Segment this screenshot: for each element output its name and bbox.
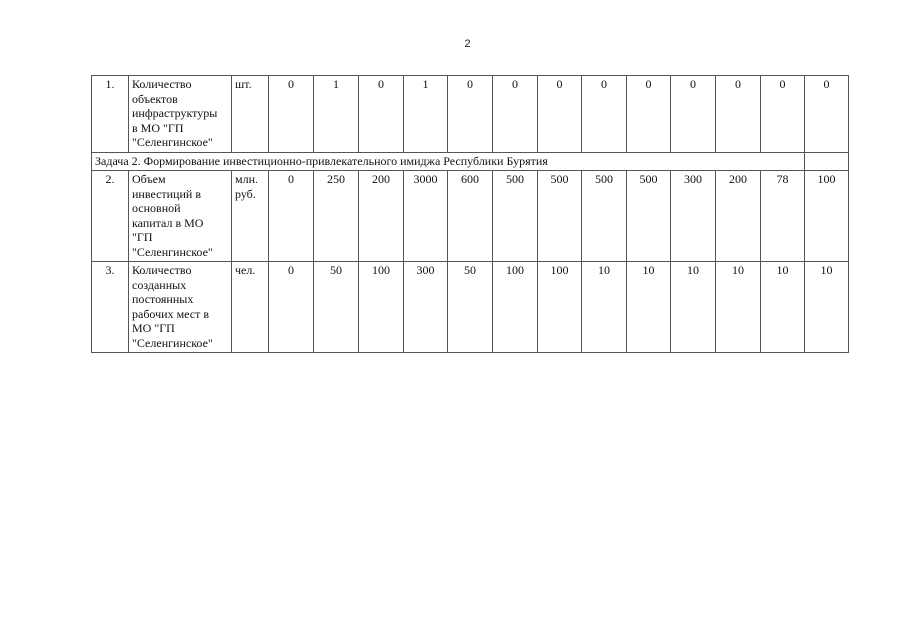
value-cell: 50 xyxy=(314,262,359,353)
indicator-name-line: созданных xyxy=(132,277,187,292)
unit-line: млн. xyxy=(235,172,259,186)
value-cell: 10 xyxy=(716,262,761,353)
indicators-table xyxy=(91,75,849,353)
value-cell: 0 xyxy=(269,171,314,262)
indicator-name-line: "Селенгинское" xyxy=(132,135,213,149)
value-cell: 1 xyxy=(404,76,448,153)
value-cell: 0 xyxy=(805,76,849,153)
value-cell: 100 xyxy=(805,171,849,262)
row-number: 2. xyxy=(92,171,129,262)
indicator-name-line: "Селенгинское" xyxy=(132,244,213,259)
value-cell: 0 xyxy=(269,262,314,353)
indicator-name-line: Количество xyxy=(132,263,192,277)
indicator-name-line: капитал в МО xyxy=(132,215,204,230)
unit-line: руб. xyxy=(235,186,256,201)
value-cell: 0 xyxy=(671,76,716,153)
table-row xyxy=(92,262,849,353)
indicator-name-line: МО "ГП xyxy=(132,321,175,335)
value-cell: 10 xyxy=(671,262,716,353)
indicator-name-line: объектов xyxy=(132,91,178,106)
value-cell: 0 xyxy=(761,76,805,153)
value-cell: 200 xyxy=(716,171,761,262)
indicator-name-line: в МО "ГП xyxy=(132,120,184,135)
unit-cell xyxy=(232,76,269,153)
value-cell: 0 xyxy=(269,76,314,153)
table-row xyxy=(92,171,849,262)
indicator-name-line: "Селенгинское" xyxy=(132,335,213,350)
row-number: 3. xyxy=(92,262,129,353)
indicator-name xyxy=(129,262,232,353)
unit-cell xyxy=(232,171,269,262)
indicator-name-line: постоянных xyxy=(132,292,194,306)
indicator-name-line: инвестиций в xyxy=(132,186,201,201)
value-cell: 500 xyxy=(538,171,582,262)
value-cell: 500 xyxy=(493,171,538,262)
indicator-name-line: Объем xyxy=(132,172,166,186)
value-cell: 0 xyxy=(448,76,493,153)
unit-line: чел. xyxy=(235,263,256,277)
value-cell: 10 xyxy=(627,262,671,353)
value-cell: 1 xyxy=(314,76,359,153)
indicator-name xyxy=(129,76,232,153)
value-cell: 50 xyxy=(448,262,493,353)
value-cell: 10 xyxy=(805,262,849,353)
value-cell: 0 xyxy=(627,76,671,153)
indicator-name-line: инфраструктуры xyxy=(132,106,218,120)
value-cell: 250 xyxy=(314,171,359,262)
value-cell: 200 xyxy=(359,171,404,262)
value-cell: 0 xyxy=(359,76,404,153)
value-cell: 300 xyxy=(404,262,448,353)
value-cell: 600 xyxy=(448,171,493,262)
value-cell: 100 xyxy=(538,262,582,353)
table-row xyxy=(92,76,849,153)
task-heading: Задача 2. Формирование инвестиционно-привлекательного имиджа Республики Бурятия xyxy=(92,152,805,171)
value-cell: 78 xyxy=(761,171,805,262)
value-cell: 100 xyxy=(359,262,404,353)
indicator-name-line: Количество xyxy=(132,77,192,91)
value-cell: 0 xyxy=(538,76,582,153)
unit-line: шт. xyxy=(235,77,252,91)
value-cell: 500 xyxy=(582,171,627,262)
value-cell: 3000 xyxy=(404,171,448,262)
task-row-empty-cell xyxy=(805,152,849,171)
value-cell: 0 xyxy=(493,76,538,153)
indicator-name xyxy=(129,171,232,262)
value-cell: 0 xyxy=(582,76,627,153)
page-number: 2 xyxy=(464,38,471,50)
indicator-name-line: основной xyxy=(132,201,181,215)
value-cell: 300 xyxy=(671,171,716,262)
task-row xyxy=(92,152,849,171)
value-cell: 10 xyxy=(761,262,805,353)
indicator-name-line: "ГП xyxy=(132,230,153,244)
value-cell: 10 xyxy=(582,262,627,353)
value-cell: 100 xyxy=(493,262,538,353)
unit-cell xyxy=(232,262,269,353)
row-number: 1. xyxy=(92,76,129,153)
indicator-name-line: рабочих мест в xyxy=(132,306,210,321)
value-cell: 500 xyxy=(627,171,671,262)
value-cell: 0 xyxy=(716,76,761,153)
